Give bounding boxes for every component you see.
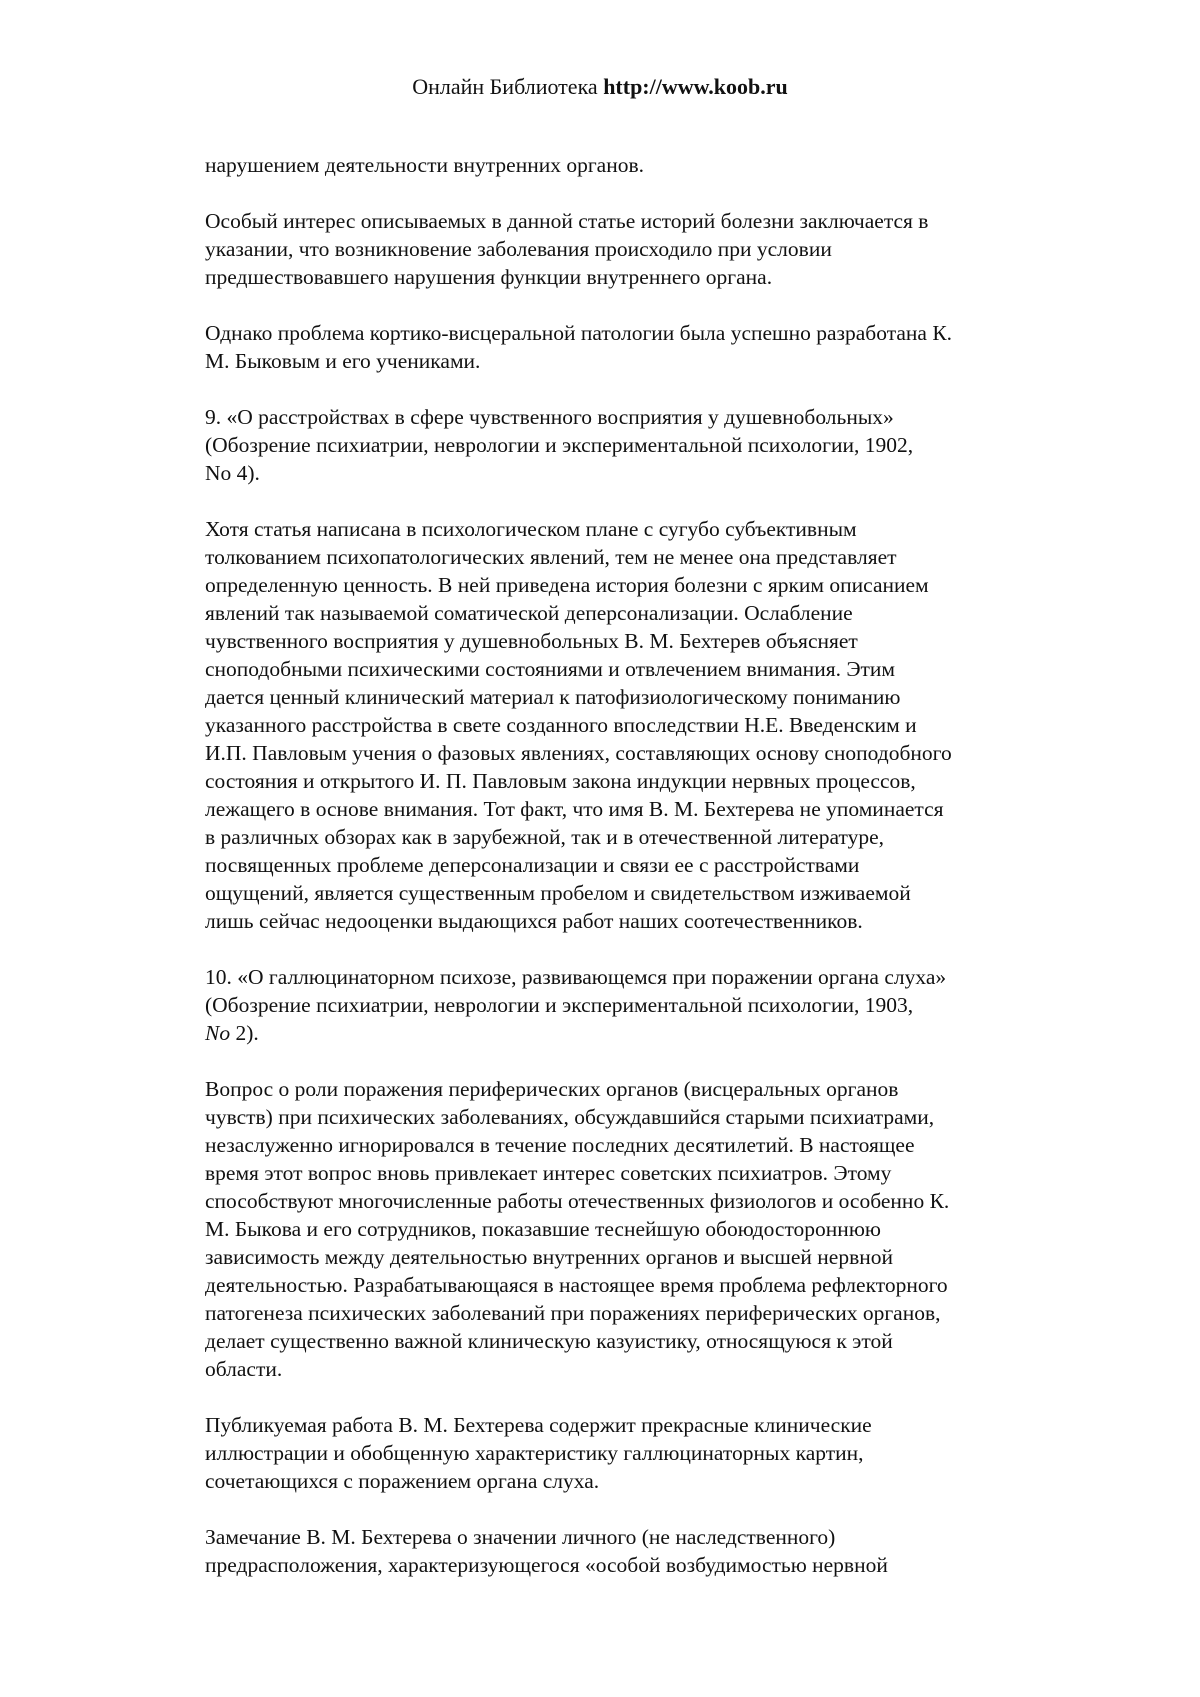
text-line: дается ценный клинический материал к патофизиологическому пониманию — [205, 685, 901, 709]
text-line: указанного расстройства в свете созданного впоследствии Н.Е. Введенским и — [205, 713, 917, 737]
text-line: Публикуемая работа В. М. Бехтерева содержит прекрасные клинические — [205, 1413, 872, 1437]
text-line: Особый интерес описываемых в данной статье историй болезни заключается в — [205, 209, 929, 233]
page-header — [0, 73, 1200, 101]
text-line: в различных обзорах как в зарубежной, так и в отечественной литературе, — [205, 825, 884, 849]
text-line: время этот вопрос вновь привлекает интерес советских психиатров. Этому — [205, 1161, 892, 1185]
paragraph — [205, 1523, 1065, 1579]
text-line: посвященных проблеме деперсонализации и связи ее с расстройствами — [205, 853, 860, 877]
text-line: состояния и открытого И. П. Павловым закона индукции нервных процессов, — [205, 769, 916, 793]
text-line: сноподобными психическими состояниями и отвлечением внимания. Этим — [205, 657, 896, 681]
header-library-name: Онлайн Библиотека — [412, 74, 598, 99]
text-line: Однако проблема кортико-висцеральной патологии была успешно разработана К. — [205, 321, 953, 345]
text-line: сочетающихся с поражением органа слуха. — [205, 1469, 600, 1493]
text-line — [205, 1019, 1065, 1047]
text-line: области. — [205, 1357, 283, 1381]
text-line: делает существенно важной клиническую казуистику, относящуюся к этой — [205, 1329, 893, 1353]
text-line: лежащего в основе внимания. Тот факт, что имя В. М. Бехтерева не упоминается — [205, 797, 944, 821]
header-url-link[interactable]: http://www.koob.ru — [603, 74, 788, 99]
text-line: чувственного восприятия у душевнобольных В. М. Бехтерев объясняет — [205, 629, 858, 653]
text-line: толкованием психопатологических явлений, тем не менее она представляет — [205, 545, 897, 569]
paragraph — [205, 319, 1065, 375]
text-line: указании, что возникновение заболевания происходило при условии — [205, 237, 832, 261]
issue-number-value: 2). — [230, 1021, 259, 1045]
text-line: патогенеза психических заболеваний при поражениях периферических органов, — [205, 1301, 941, 1325]
paragraph — [205, 1075, 1065, 1383]
text-line: деятельностью. Разрабатывающаяся в настоящее время проблема рефлекторного — [205, 1273, 948, 1297]
text-line: Замечание В. М. Бехтерева о значении личного (не наследственного) — [205, 1525, 836, 1549]
paragraph — [205, 1411, 1065, 1495]
paragraph — [205, 207, 1065, 291]
text-line: способствуют многочисленные работы отечественных физиологов и особенно К. — [205, 1189, 950, 1213]
text-line: предшествовавшего нарушения функции внутреннего органа. — [205, 265, 773, 289]
text-line: М. Быковым и его учениками. — [205, 349, 481, 373]
text-line: чувств) при психических заболеваниях, обсуждавшийся старыми психиатрами, — [205, 1105, 935, 1129]
text-line: No 4). — [205, 461, 260, 485]
issue-number-label: No — [205, 1021, 231, 1045]
text-line: И.П. Павловым учения о фазовых явлениях, составляющих основу сноподобного — [205, 741, 952, 765]
text-line: явлений так называемой соматической деперсонализации. Ослабление — [205, 601, 853, 625]
text-line: 9. «О расстройствах в сфере чувственного восприятия у душевнобольных» — [205, 405, 894, 429]
paragraph — [205, 963, 1065, 1047]
text-line: Хотя статья написана в психологическом плане с сугубо субъективным — [205, 517, 857, 541]
paragraph — [205, 151, 1065, 179]
text-line: (Обозрение психиатрии, неврологии и экспериментальной психологии, 1903, — [205, 993, 914, 1017]
text-line: предрасположения, характеризующегося «особой возбудимостью нервной — [205, 1553, 888, 1577]
text-line: лишь сейчас недооценки выдающихся работ наших соотечественников. — [205, 909, 863, 933]
text-line: Вопрос о роли поражения периферических органов (висцеральных органов — [205, 1077, 899, 1101]
document-body — [205, 151, 1065, 1607]
text-line: незаслуженно игнорировался в течение последних десятилетий. В настоящее — [205, 1133, 915, 1157]
text-line: (Обозрение психиатрии, неврологии и экспериментальной психологии, 1902, — [205, 433, 914, 457]
text-line: определенную ценность. В ней приведена история болезни с ярким описанием — [205, 573, 929, 597]
text-line: иллюстрации и обобщенную характеристику галлюцинаторных картин, — [205, 1441, 864, 1465]
text-line: нарушением деятельности внутренних органов. — [205, 153, 644, 177]
text-line: М. Быкова и его сотрудников, показавшие теснейшую обоюдостороннюю — [205, 1217, 881, 1241]
text-line: 10. «О галлюцинаторном психозе, развивающемся при поражении органа слуха» — [205, 965, 947, 989]
paragraph — [205, 403, 1065, 487]
paragraph — [205, 515, 1065, 935]
text-line: ощущений, является существенным пробелом и свидетельством изживаемой — [205, 881, 911, 905]
text-line: зависимость между деятельностью внутренних органов и высшей нервной — [205, 1245, 893, 1269]
